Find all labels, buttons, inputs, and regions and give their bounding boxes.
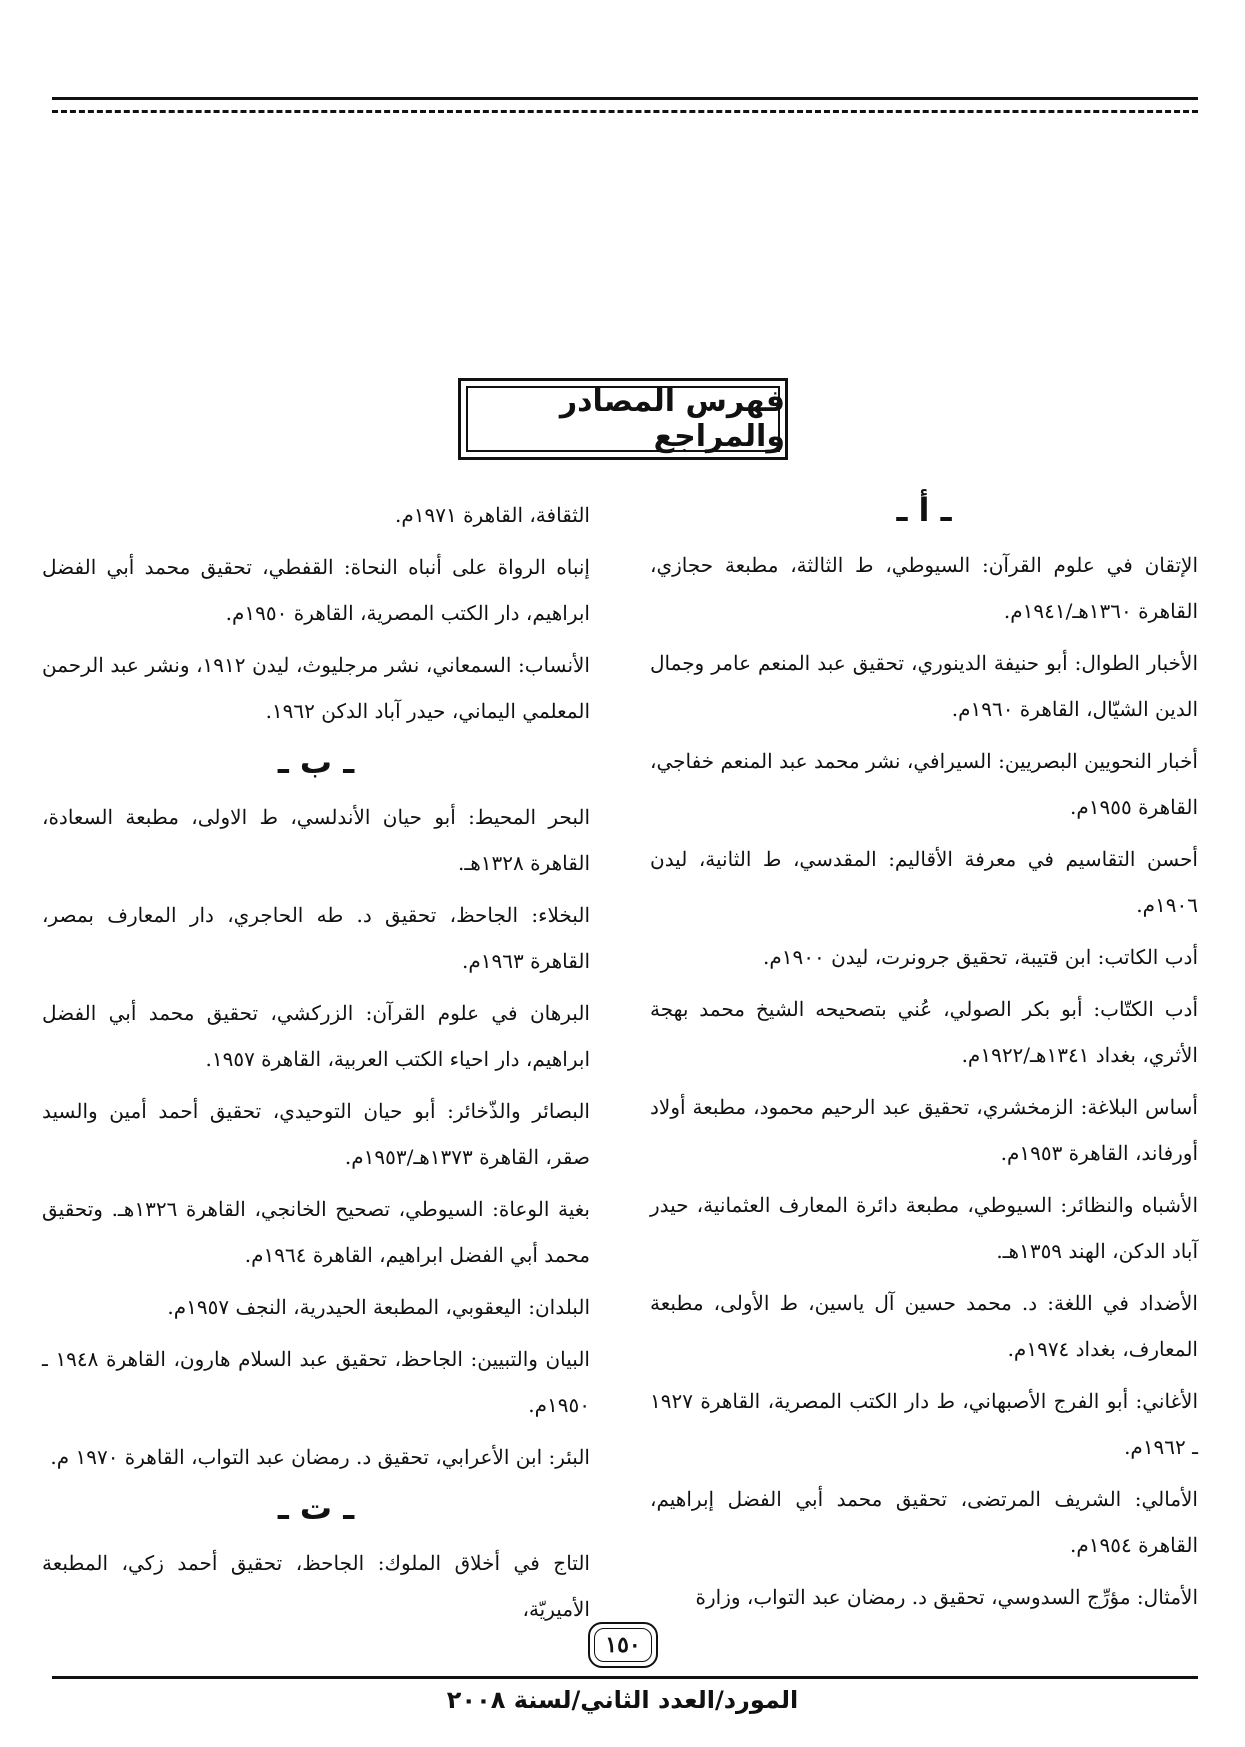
bibliography-entry: البرهان في علوم القرآن: الزركشي، تحقيق محمد أبي الفضل ابراهيم، دار احياء الكتب العربية، القاهرة ١٩٥٧. xyxy=(42,1001,590,1071)
section-letter: ـ ب ـ xyxy=(277,743,355,781)
bibliography-entry: أدب الكاتب: ابن قتيبة، تحقيق جرونرت، ليدن ١٩٠٠م. xyxy=(763,945,1198,969)
bibliography-entry: البصائر والذّخائر: أبو حيان التوحيدي، تحقيق أحمد أمين والسيد صقر، القاهرة ١٣٧٣هـ/١٩٥٣م. xyxy=(42,1099,590,1169)
page-number-badge xyxy=(588,1622,658,1668)
title-frame xyxy=(458,378,788,460)
bibliography-entry: أدب الكتّاب: أبو بكر الصولي، عُني بتصحيحه الشيخ محمد بهجة الأثري، بغداد ١٣٤١هـ/١٩٢٢م. xyxy=(650,997,1198,1067)
bibliography-entry: أساس البلاغة: الزمخشري، تحقيق عبد الرحيم محمود، مطبعة أولاد أورفاند، القاهرة ١٩٥٣م. xyxy=(650,1095,1198,1165)
bibliography-entry: الأضداد في اللغة: د. محمد حسين آل ياسين، ط الأولى، مطبعة المعارف، بغداد ١٩٧٤م. xyxy=(650,1291,1198,1361)
bibliography-entry: الإتقان في علوم القرآن: السيوطي، ط الثالثة، مطبعة حجازي، القاهرة ١٣٦٠هـ/١٩٤١م. xyxy=(650,553,1198,623)
bibliography-entry: الأخبار الطوال: أبو حنيفة الدينوري، تحقيق عبد المنعم عامر وجمال الدين الشيّال، القاهرة ١٩٦٠م. xyxy=(650,651,1198,721)
bibliography-entry: البئر: ابن الأعرابي، تحقيق د. رمضان عبد التواب، القاهرة ١٩٧٠ م. xyxy=(50,1445,590,1469)
top-rule xyxy=(52,97,1198,100)
bibliography-entry: التاج في أخلاق الملوك: الجاحظ، تحقيق أحمد زكي، المطبعة الأميريّة، xyxy=(42,1551,590,1621)
bibliography-entry: الأشباه والنظائر: السيوطي، مطبعة دائرة المعارف العثمانية، حيدر آباد الدكن، الهند ١٣٥٩هـ. xyxy=(650,1193,1198,1263)
journal-footer: المورد/العدد الثاني/لسنة ٢٠٠٨ xyxy=(446,1686,799,1714)
bibliography-entry: البخلاء: الجاحظ، تحقيق د. طه الحاجري، دار المعارف بمصر، القاهرة ١٩٦٣م. xyxy=(42,903,590,973)
section-letter: ـ ت ـ xyxy=(277,1489,355,1527)
page-title: فهرس المصادر والمراجع xyxy=(559,384,785,454)
bottom-rule xyxy=(52,1676,1198,1679)
bibliography-entry: البلدان: اليعقوبي، المطبعة الحيدرية، النجف ١٩٥٧م. xyxy=(167,1295,590,1319)
bibliography-entry: الأغاني: أبو الفرج الأصبهاني، ط دار الكتب المصرية، القاهرة ١٩٢٧ ـ ١٩٦٢م. xyxy=(650,1389,1198,1459)
bibliography-entry: إنباه الرواة على أنباه النحاة: القفطي، تحقيق محمد أبي الفضل ابراهيم، دار الكتب المصرية، القاهرة ١٩٥٠م. xyxy=(42,555,590,625)
bibliography-entry: البيان والتبيين: الجاحظ، تحقيق عبد السلام هارون، القاهرة ١٩٤٨ ـ ١٩٥٠م. xyxy=(42,1347,590,1417)
bibliography-entry: الأمثال: مؤرِّج السدوسي، تحقيق د. رمضان عبد التواب، وزارة xyxy=(695,1585,1198,1609)
page-number: ١٥٠ xyxy=(605,1632,641,1658)
bibliography-entry: أخبار النحويين البصريين: السيرافي، نشر محمد عبد المنعم خفاجي، القاهرة ١٩٥٥م. xyxy=(650,749,1198,819)
bibliography-entry: الأمالي: الشريف المرتضى، تحقيق محمد أبي الفضل إبراهيم، القاهرة ١٩٥٤م. xyxy=(650,1487,1198,1557)
left-column xyxy=(42,492,590,1638)
bibliography-entry: بغية الوعاة: السيوطي، تصحيح الخانجي، القاهرة ١٣٢٦هـ. وتحقيق محمد أبي الفضل ابراهيم، القاهرة ١٩٦٤م. xyxy=(42,1197,590,1267)
bibliography-entry: الثقافة، القاهرة ١٩٧١م. xyxy=(395,503,590,527)
bibliography-entry: الأنساب: السمعاني، نشر مرجليوث، ليدن ١٩١٢، ونشر عبد الرحمن المعلمي اليماني، حيدر آباد الدكن ١٩٦٢. xyxy=(42,653,590,723)
top-dashed-rule xyxy=(52,110,1198,113)
right-column xyxy=(650,492,1198,1626)
section-letter: ـ أ ـ xyxy=(896,491,952,529)
bibliography-entry: أحسن التقاسيم في معرفة الأقاليم: المقدسي، ط الثانية، ليدن ١٩٠٦م. xyxy=(650,847,1198,917)
bibliography-entry: البحر المحيط: أبو حيان الأندلسي، ط الاولى، مطبعة السعادة، القاهرة ١٣٢٨هـ. xyxy=(42,805,590,875)
